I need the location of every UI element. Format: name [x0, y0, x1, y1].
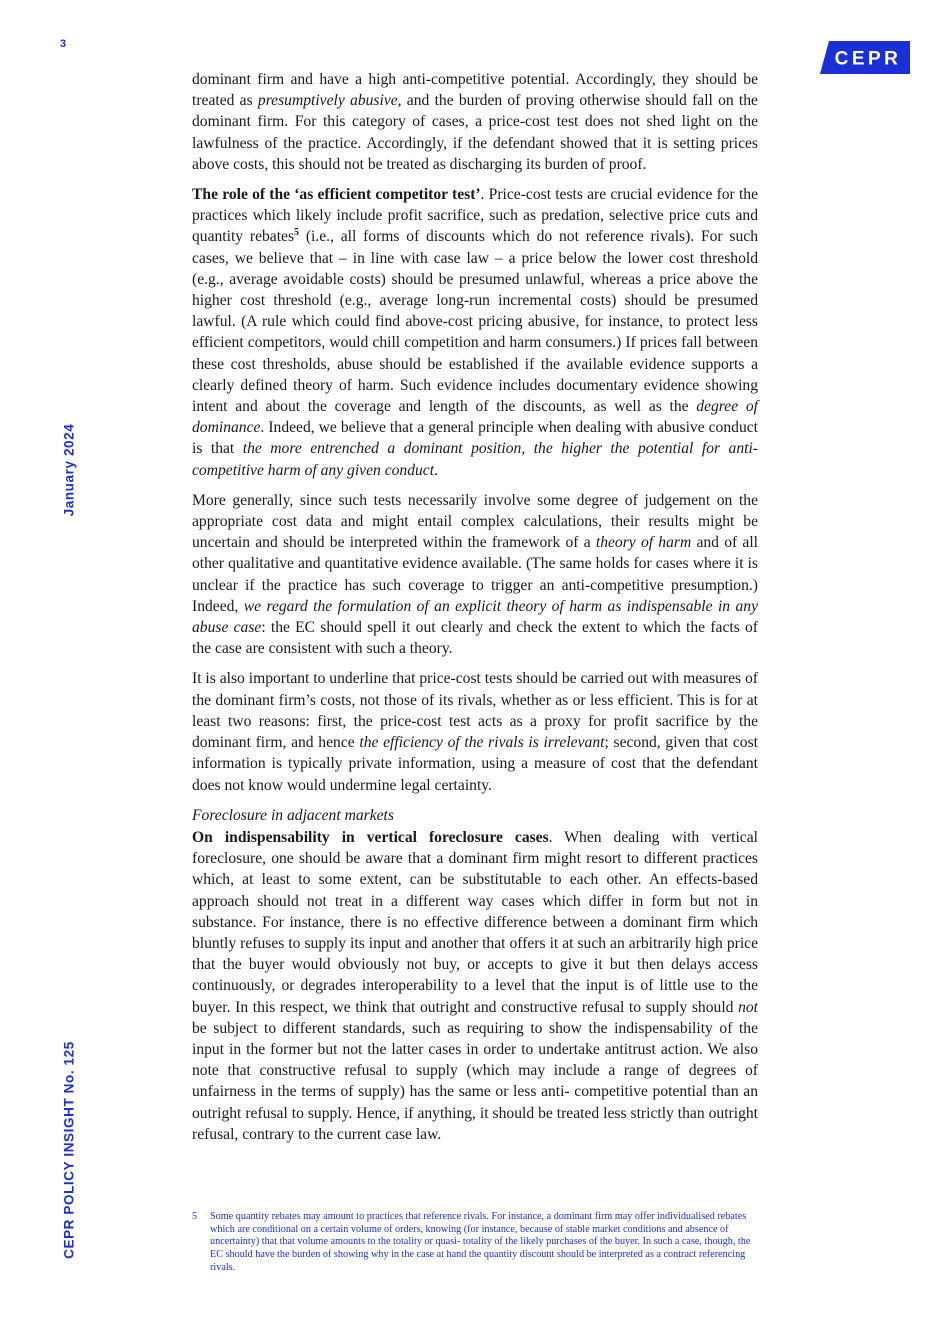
emphasis: theory of harm: [595, 534, 692, 552]
emphasis: the efficiency of the rivals is irrelevant: [359, 734, 605, 752]
article-body: [192, 69, 758, 1154]
footnote: [192, 1211, 758, 1275]
paragraph: On indispensability in vertical foreclosure cases. When dealing with vertical foreclosure, one should be aware that a dominant firm might resort to different practices which, at least to some extent, can be substitutable to each other. An effects-based approach should not treat in a different way cases which differ in form but not in substance. For instance, there is no effective difference between a dominant firm which bluntly refuses to supply its input and another that offers it at such an arbitrarily high price that the buyer would obviously not buy, or accepts to give it but then delays access continuously, or degrades interoperability to a level that the input is of little use to the buyer. In this respect, we think that outright and constructive refusal to supply should not be subject to different standards, such as requiring to show the indispensability of the input in the former but not the latter cases in order to undertake antitrust action. We also note that constructive refusal to supply (which may include a range of degrees of unfairness in the terms of supply) has the same or less anti- competitive potential than an outright refusal to supply. Hence, if anything, it should be treated less strictly than outright refusal, contrary to the current case law.: [192, 828, 758, 1143]
section-subheading: Foreclosure in adjacent markets: [192, 806, 394, 824]
emphasis: degree of dominance: [192, 398, 758, 437]
paragraph-lead: On indispensability in vertical foreclosure cases: [192, 828, 549, 846]
paragraph: It is also important to underline that price-cost tests should be carried out with measures of the dominant firm’s costs, not those of its rivals, whether as or less efficient. This is for at least two reasons: first, the price-cost test acts as a proxy for profit sacrifice by the dominant firm, and hence the efficiency of the rivals is irrelevant; second, given that cost information is typically private information, using a measure of cost that the defendant does not know would undermine legal certainty.: [192, 670, 758, 794]
paragraph: The role of the ‘as efficient competitor test’. Price-cost tests are crucial evidence for the practices which likely include profit sacrifice, such as predation, selective price cuts and quantity rebates$^5$ (i.e., all forms of discounts which do not reference rivals). For such cases, we believe that – in line with case law – a price below the lower cost threshold (e.g., average avoidable costs) should be presumed unlawful, whereas a price above the higher cost threshold (e.g., average long-run incremental costs) should be presumed lawful. (A rule which could find above-cost pricing abusive, for instance, to protect less efficient competitors, would chill competition and harm consumers.) If prices fall between these cost thresholds, abuse should be established if the available evidence supports a clearly defined theory of harm. Such evidence includes documentary evidence showing intent and about the coverage and length of the discounts, as well as the degree of dominance. Indeed, we believe that a general principle when dealing with abusive conduct is that the more entrenched a dominant position, the higher the potential for anti-competitive harm of any given conduct.: [192, 186, 758, 479]
footnote-number: 5: [192, 1211, 198, 1222]
emphasis: presumptively abusive: [257, 92, 398, 110]
emphasis: we regard the formulation of an explicit theory of harm as indispensable in any abuse case: [192, 597, 758, 637]
cepr-logo: [820, 41, 910, 74]
footnote-text: Some quantity rebates may amount to practices that reference rivals. For instance, a dominant firm may offer individualised rebates which are conditional on a certain volume of orders, knowing (for instance, because of stable market conditions and absence of uncertainty) that that volume amounts to the totality or quasi- totality of the likely purchases of the buyer. In such a case, though, the EC should have the burden of showing why in the case at hand the quantity discount should be interpreted as a contract referencing rivals.: [210, 1211, 751, 1273]
logo-text: CEPR: [834, 48, 902, 70]
emphasis: not: [738, 998, 758, 1016]
sidebar-date: January 2024: [61, 423, 77, 517]
page-number: 3: [60, 38, 67, 50]
sidebar-series-title: CEPR POLICY INSIGHT No. 125: [61, 1041, 77, 1259]
paragraph-lead: The role of the ‘as efficient competitor test’: [192, 186, 481, 204]
emphasis: the more entrenched a dominant position, the higher the potential for anti-competitive harm of any given conduct: [192, 440, 758, 479]
footnote-reference[interactable]: 5: [294, 227, 300, 239]
paragraph: More generally, since such tests necessarily involve some degree of judgement on the appropriate cost data and might entail complex calculations, their results might be uncertain and should be interpreted within the framework of a theory of harm and of all other qualitative and quantitative evidence available. (The same holds for cases where it is unclear if the practice has such coverage to trigger an anti-competitive presumption.) Indeed, we regard the formulation of an explicit theory of harm as indispensable in any abuse case: the EC should spell it out clearly and check the extent to which the facts of the case are consistent with such a theory.: [192, 491, 759, 658]
paragraph: dominant firm and have a high anti-competitive potential. Accordingly, they should be treated as presumptively abusive, and the burden of proving otherwise should fall on the dominant firm. For this category of cases, a price-cost test does not shed light on the lawfulness of the practice. Accordingly, if the defendant showed that it is setting prices above costs, this should not be treated as discharging its burden of proof.: [192, 71, 758, 173]
